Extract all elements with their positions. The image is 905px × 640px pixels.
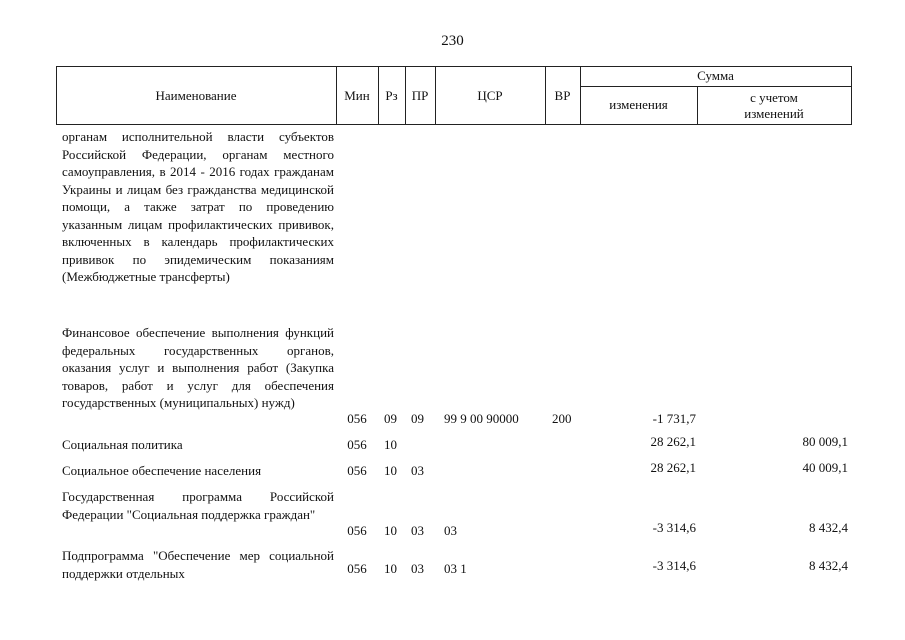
table-cell-min: 056: [347, 437, 367, 452]
header-pr: ПР: [411, 88, 429, 103]
table-cell-rz: 10: [384, 561, 397, 576]
table-cell-total: 8 432,4: [809, 520, 848, 535]
table-cell-min: 056: [347, 463, 367, 478]
table-cell-csr: 99 9 00 90000: [444, 411, 519, 426]
table-cell-total: 40 009,1: [802, 460, 848, 475]
table-cell-change: -1 731,7: [652, 411, 696, 426]
table-row-name: Социальная политика: [62, 437, 183, 452]
table-cell-pr: 03: [411, 561, 424, 576]
table-cell-csr: 03: [444, 523, 457, 538]
header-top-border: [56, 66, 851, 67]
table-cell-change: -3 314,6: [652, 520, 696, 535]
table-cell-change: 28 262,1: [650, 434, 696, 449]
col-border: [851, 66, 852, 125]
table-row-name: Финансовое обеспечение выполнения функций федеральных государственных органов, оказания услуг и выполнения работ (Закупка товаров, работ и услуг для обеспечения государственных (муниципальных) нужд): [62, 325, 334, 410]
header-vr: ВР: [554, 88, 571, 103]
table-cell-total: 8 432,4: [809, 558, 848, 573]
table-header: [56, 66, 851, 125]
header-rz: Рз: [385, 88, 398, 103]
page-number: 230: [441, 33, 464, 49]
table-cell-rz: 10: [384, 463, 397, 478]
table-cell-rz: 09: [384, 411, 397, 426]
table-row-name: Социальное обеспечение населения: [62, 463, 262, 478]
header-change: изменения: [609, 97, 668, 112]
header-bottom-border: [56, 124, 851, 125]
table-cell-total: 80 009,1: [802, 434, 848, 449]
sum-subheader-border: [580, 86, 851, 87]
table-cell-min: 056: [347, 561, 367, 576]
table-cell-pr: 03: [411, 523, 424, 538]
table-cell-change: 28 262,1: [650, 460, 696, 475]
header-sum: Сумма: [697, 68, 734, 83]
table-cell-pr: 03: [411, 463, 424, 478]
header-name: Наименование: [155, 88, 237, 103]
table-cell-min: 056: [347, 523, 367, 538]
table-cell-pr: 09: [411, 411, 424, 426]
table-cell-change: -3 314,6: [652, 558, 696, 573]
table-row-name: Государственная программа Российской Федерации "Социальная поддержка граждан": [62, 489, 334, 522]
header-min: Мин: [344, 88, 370, 103]
header-csr: ЦСР: [477, 88, 503, 103]
table-cell-csr: 03 1: [444, 561, 467, 576]
table-cell-rz: 10: [384, 523, 397, 538]
table-row-name: Подпрограмма "Обеспечение мер социальной поддержки отдельных: [62, 548, 334, 581]
header-with-change: с учетом изменений: [744, 90, 804, 121]
table-cell-vr: 200: [552, 411, 572, 426]
table-cell-rz: 10: [384, 437, 397, 452]
table-cell-min: 056: [347, 411, 367, 426]
table-row-name: органам исполнительной власти субъектов Российской Федерации, органам местного самоуправления, в 2014 - 2016 годах гражданам Украины и лицам без гражданства медицинской помощи, а также затрат по проведению указанным лицам профилактических прививок, включенных в календарь профилактических прививок по эпидемическим показаниям (Межбюджетные трансферты): [62, 129, 334, 284]
